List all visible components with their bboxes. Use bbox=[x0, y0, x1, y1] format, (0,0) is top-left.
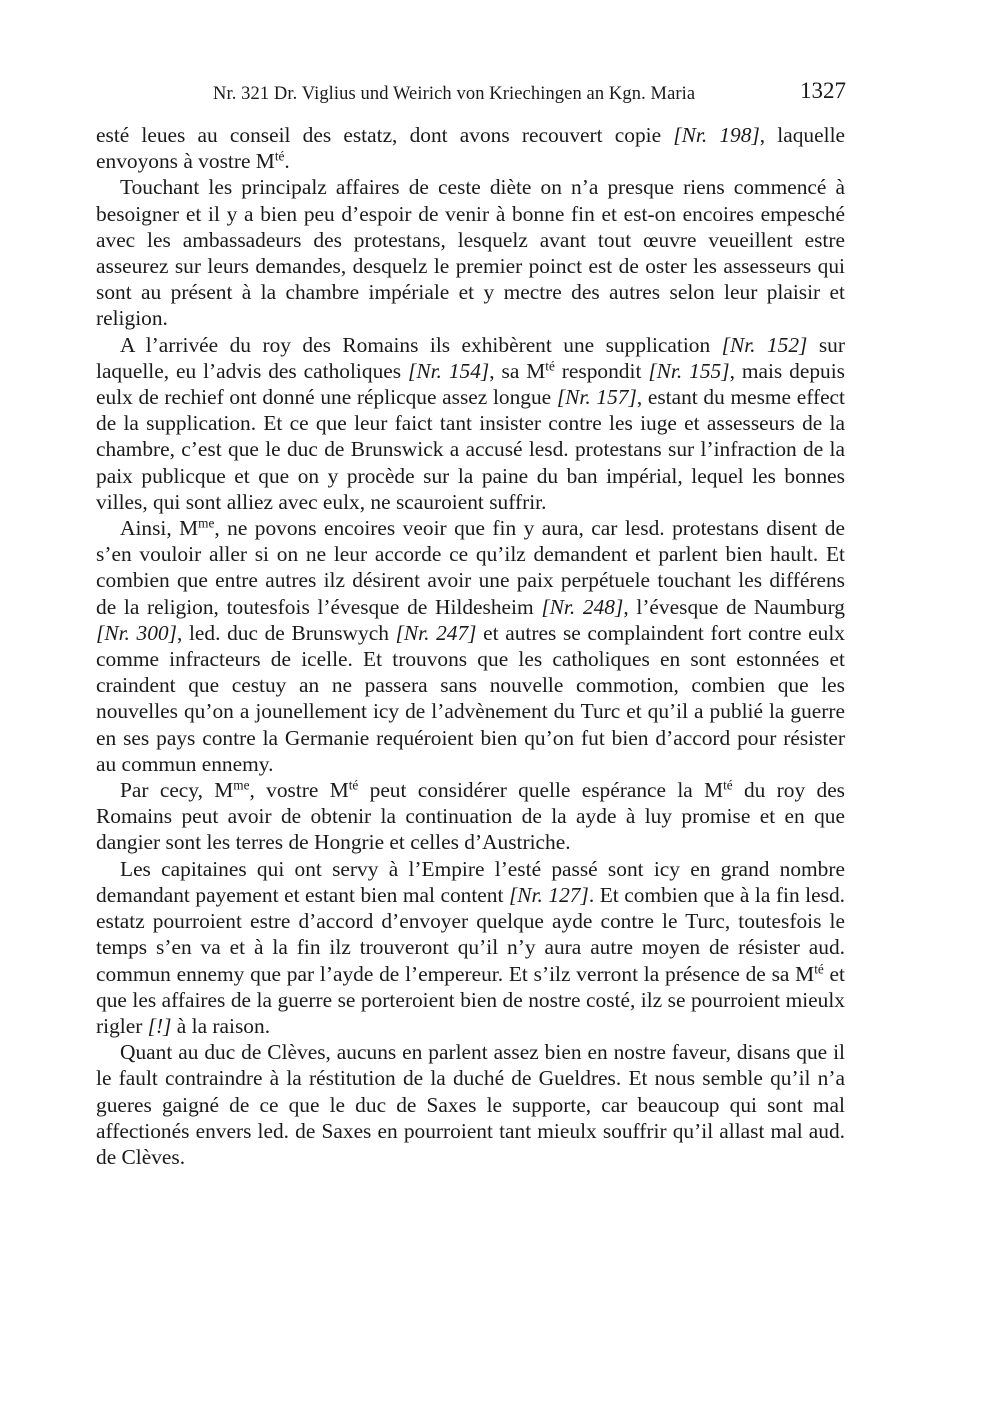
paragraph bbox=[96, 332, 845, 515]
text-run: Ainsi, M bbox=[120, 516, 199, 541]
document-reference: [Nr. 198] bbox=[673, 123, 760, 147]
document-reference: [Nr. 154] bbox=[408, 358, 490, 383]
document-reference: [Nr. 247] bbox=[395, 620, 477, 645]
document-reference: [Nr. 155] bbox=[648, 358, 730, 383]
running-head: Nr. 321 Dr. Viglius und Weirich von Kriechingen an Kgn. Maria bbox=[213, 84, 696, 104]
superscript-abbrev: me bbox=[198, 515, 215, 531]
paragraph bbox=[96, 856, 845, 1039]
document-reference: [Nr. 127] bbox=[508, 882, 589, 907]
text-run: Par cecy, M bbox=[120, 778, 234, 803]
paragraph bbox=[96, 515, 845, 777]
text-run: sur laquelle, eu l’advis des catholiques bbox=[96, 332, 845, 383]
text-run: Quant au duc de Clèves, aucuns en parlent assez bien en nostre faveur, disans que il le fault contraindre à la réstitution de la duché de Gueldres. Et nous semble qu’il n’a gueres gaigné de ce que le duc de Saxes le supporte, car beaucoup qui sont mal affectionés envers led. de Saxes en pourroient tant mieulx souffrir qu’il allast mal aud. de Clèves. bbox=[96, 1040, 845, 1169]
superscript-abbrev: té bbox=[545, 358, 555, 374]
superscript-abbrev: té bbox=[274, 148, 285, 164]
superscript-abbrev: me bbox=[233, 777, 250, 793]
text-run: et autres se complaindent fort contre eulx comme infracteurs de icelle. Et trouvons que les catholiques en sont estonnées et craindent que cestuy an ne passera sans nouvelle commotion, combien que les nouvelles qu’on a jounellement icy de l’advènement du Turc et qu’il a publié la guerre en ses pays contre la Germanie requéroient bien qu’on fut bien d’accord pour résister au commun ennemy. bbox=[96, 620, 845, 776]
text-run: , estant du mesme effect de la supplication. Et ce que leur faict tant insister contre les iuge et assesseurs de la chambre, c’est que le duc de Brunswick a accusé lesd. protestans sur l’infraction de la paix publicque et que on y procède sur la paine du ban impérial, lequel les bonnes villes, qui sont alliez avec eulx, ne scauroient suffrir. bbox=[96, 385, 845, 514]
page-header bbox=[124, 78, 846, 110]
text-run: , led. duc de Brunswych bbox=[176, 620, 396, 645]
text-run: peut considérer quelle espérance la M bbox=[358, 778, 724, 803]
paragraph bbox=[96, 174, 845, 331]
text-run: et que les affaires de la guerre se porteroient bien de nostre costé, ilz se pourroient mieulx rigler bbox=[96, 961, 845, 1038]
superscript-abbrev: té bbox=[723, 777, 733, 793]
text-run: , mais depuis eulx de rechief ont donné une réplicque assez longue bbox=[96, 358, 846, 410]
paragraph bbox=[96, 122, 845, 174]
superscript-abbrev: té bbox=[348, 777, 359, 793]
text-run: , sa M bbox=[489, 358, 546, 383]
text-run: . Et combien que à la fin lesd. estatz pourroient estre d’accord d’envoyer quelque ayde contre le Turc, toutesfois le temps s’en va et à la fin ilz trouveront qu’il n’y aura autre moyen de résister aud. commun ennemy que par l’ayde de l’empereur. Et s’ilz verront la présence de sa M bbox=[96, 882, 845, 986]
document-reference: [Nr. 300] bbox=[96, 620, 177, 645]
paragraph bbox=[96, 1039, 845, 1170]
text-run: respondit bbox=[554, 358, 649, 383]
text-run: . bbox=[284, 149, 290, 174]
text-run: A l’arrivée du roy des Romains ils exhibèrent une supplication bbox=[120, 332, 722, 357]
body-text bbox=[96, 122, 845, 1170]
document-reference: [Nr. 248] bbox=[541, 594, 624, 619]
text-run: Les capitaines qui ont servy à l’Empire l’esté passé sont icy en grand nombre demandant payement et estant bien mal content bbox=[96, 856, 845, 907]
document-reference: [!] bbox=[147, 1013, 172, 1038]
text-run: , vostre M bbox=[249, 778, 349, 803]
text-run: esté leues au conseil des estatz, dont avons recouvert copie bbox=[96, 123, 674, 147]
text-run: Touchant les principalz affaires de ceste diète on n’a presque riens commencé à besoigner et il y a bien peu d’espoir de venir à bonne fin et est-on encoires empesché avec les ambassadeurs des protestans, lesquelz avant tout œuvre veueillent estre asseurez sur leurs demandes, desquelz le premier poinct est de oster les assesseurs qui sont au présent à la chambre impériale et y mectre des autres selon leur plaisir et religion. bbox=[96, 175, 845, 331]
page-number: 1327 bbox=[800, 78, 846, 103]
document-reference: [Nr. 157] bbox=[556, 385, 637, 410]
text-run: , laquelle envoyons à vostre M bbox=[96, 123, 846, 174]
paragraph bbox=[96, 777, 845, 856]
text-run: , l’évesque de Naumburg bbox=[623, 594, 846, 619]
document-reference: [Nr. 152] bbox=[721, 332, 808, 357]
text-run: du roy des Romains peut avoir de obtenir la continuation de la ayde à luy promise et en que dangier sont les terres de Hongrie et celles d’Austriche. bbox=[96, 778, 846, 855]
text-run: , ne povons encoires veoir que fin y aura, car lesd. protestans disent de s’en vouloir aller si on ne leur accorde ce qu’ilz demandent et parlent bien hault. Et combien que entre autres ilz désirent avoir une paix perpétuele touchant les différens de la religion, toutesfois l’évesque de Hildesheim bbox=[96, 516, 845, 619]
text-run: à la raison. bbox=[171, 1013, 271, 1038]
superscript-abbrev: té bbox=[814, 961, 824, 977]
